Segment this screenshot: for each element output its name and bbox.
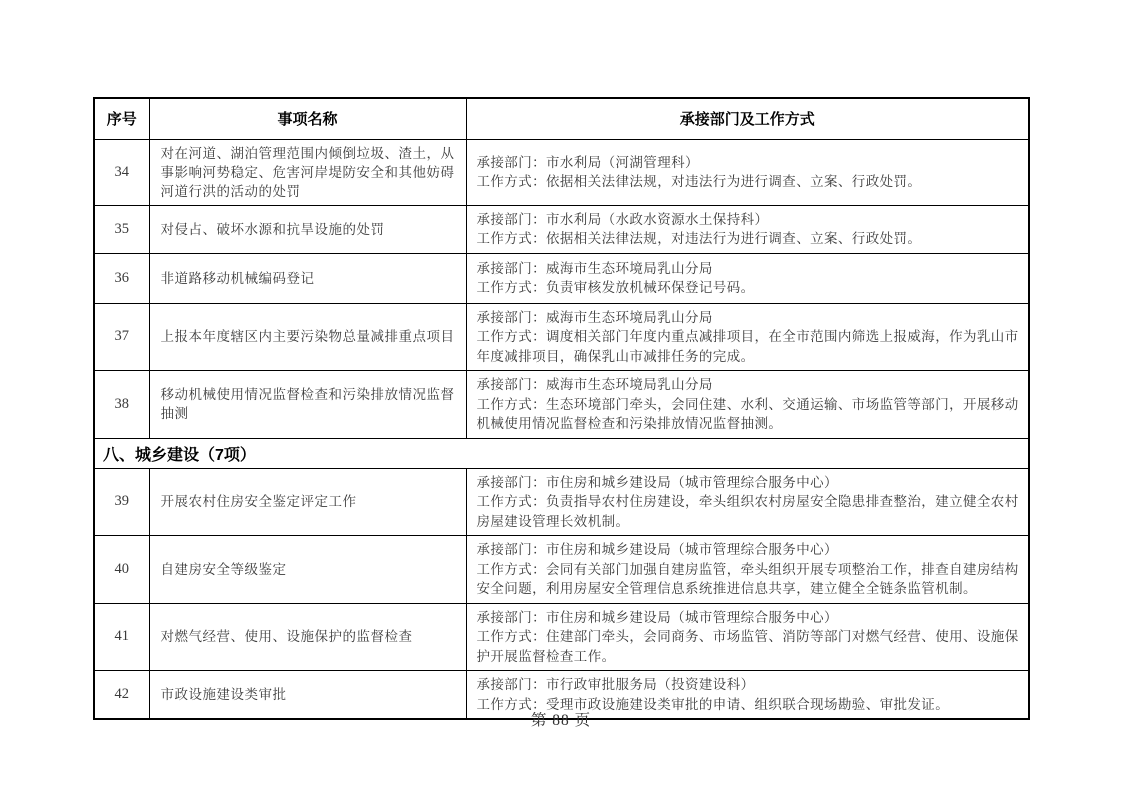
item-dept-method	[466, 253, 1029, 303]
item-name: 对侵占、破坏水源和抗旱设施的处罚	[149, 205, 466, 253]
item-name: 对燃气经营、使用、设施保护的监督检查	[149, 603, 466, 671]
table-row	[94, 139, 1029, 205]
item-name: 非道路移动机械编码登记	[149, 253, 466, 303]
row-number: 35	[94, 205, 149, 253]
item-name: 自建房安全等级鉴定	[149, 536, 466, 604]
dept-line: 承接部门：市住房和城乡建设局（城市管理综合服务中心）	[476, 609, 838, 625]
dept-line: 承接部门：市行政审批服务局（投资建设科）	[476, 677, 755, 692]
item-name: 移动机械使用情况监督检查和污染排放情况监督抽测	[149, 371, 466, 439]
dept-line: 承接部门：市水利局（河湖管理科）	[476, 154, 699, 170]
dept-line: 承接部门：市住房和城乡建设局（城市管理综合服务中心）	[476, 542, 838, 557]
row-number: 40	[94, 536, 149, 604]
page-number: 第 88 页	[530, 712, 592, 729]
dept-line: 承接部门：威海市生态环境局乳山分局	[476, 260, 713, 276]
method-line: 工作方式：住建部门牵头，会同商务、市场监管、消防等部门对燃气经营、使用、设施保护开展监督检查工作。	[476, 629, 1019, 664]
item-dept-method	[466, 303, 1029, 371]
method-line: 工作方式：负责指导农村住房建设，牵头组织农村房屋安全隐患排查整治，建立健全农村房屋建设管理长效机制。	[476, 494, 1019, 529]
section-row	[94, 438, 1029, 468]
column-header-no: 序号	[94, 98, 149, 139]
item-name: 上报本年度辖区内主要污染物总量减排重点项目	[149, 303, 466, 371]
row-number: 39	[94, 468, 149, 536]
item-name: 开展农村住房安全鉴定评定工作	[149, 468, 466, 536]
method-line: 工作方式：调度相关部门年度内重点减排项目，在全市范围内筛选上报威海，作为乳山市年度减排项目，确保乳山市减排任务的完成。	[476, 329, 1019, 364]
table-row	[94, 468, 1029, 536]
table-header-row	[94, 98, 1029, 139]
section-title: 八、城乡建设（7项）	[94, 438, 1029, 468]
row-number: 42	[94, 671, 149, 720]
method-line: 工作方式：受理市政设施建设类审批的申请、组织联合现场勘验、审批发证。	[476, 696, 950, 712]
method-line: 工作方式：依据相关法律法规，对违法行为进行调查、立案、行政处罚。	[476, 231, 922, 246]
column-header-dept-method: 承接部门及工作方式	[466, 98, 1029, 139]
item-dept-method	[466, 536, 1029, 604]
method-line: 工作方式：依据相关法律法规，对违法行为进行调查、立案、行政处罚。	[476, 174, 922, 189]
row-number: 41	[94, 603, 149, 671]
items-table	[93, 97, 1030, 720]
table-row	[94, 371, 1029, 439]
table-row	[94, 303, 1029, 371]
row-number: 37	[94, 303, 149, 371]
method-line: 工作方式：负责审核发放机械环保登记号码。	[476, 280, 755, 295]
item-dept-method	[466, 603, 1029, 671]
dept-line: 承接部门：威海市生态环境局乳山分局	[476, 309, 713, 325]
item-name: 对在河道、湖泊管理范围内倾倒垃圾、渣土，从事影响河势稳定、危害河岸堤防安全和其他妨碍河道行洪的活动的处罚	[149, 139, 466, 205]
dept-line: 承接部门：市住房和城乡建设局（城市管理综合服务中心）	[476, 474, 838, 490]
method-line: 工作方式：会同有关部门加强自建房监管，牵头组织开展专项整治工作，排查自建房结构安全问题，利用房屋安全管理信息系统推进信息共享，建立健全全链条监管机制。	[476, 561, 1019, 596]
dept-line: 承接部门：市水利局（水政水资源水土保持科）	[476, 211, 769, 227]
table-row	[94, 205, 1029, 253]
item-dept-method	[466, 468, 1029, 536]
row-number: 36	[94, 253, 149, 303]
row-number: 34	[94, 139, 149, 205]
item-name: 市政设施建设类审批	[149, 671, 466, 720]
column-header-name: 事项名称	[149, 98, 466, 139]
table-row	[94, 536, 1029, 604]
table-row	[94, 603, 1029, 671]
dept-line: 承接部门：威海市生态环境局乳山分局	[476, 377, 713, 392]
table-row	[94, 253, 1029, 303]
method-line: 工作方式：生态环境部门牵头，会同住建、水利、交通运输、市场监管等部门，开展移动机械使用情况监督检查和污染排放情况监督抽测。	[476, 396, 1019, 431]
item-dept-method	[466, 371, 1029, 439]
item-dept-method	[466, 139, 1029, 205]
row-number: 38	[94, 371, 149, 439]
item-dept-method	[466, 205, 1029, 253]
